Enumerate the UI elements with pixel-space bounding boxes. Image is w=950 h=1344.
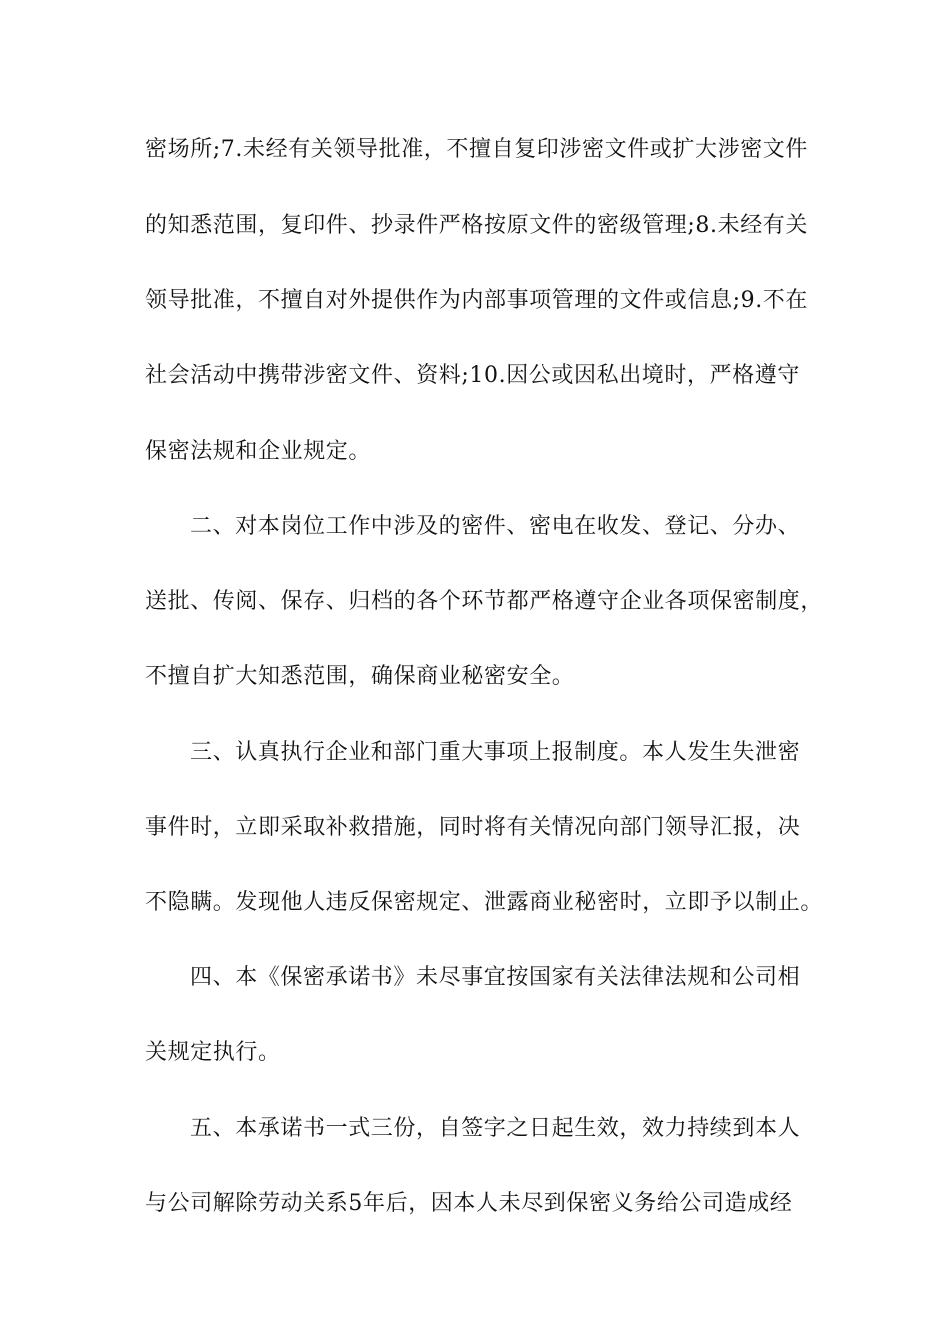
- paragraph-line: 社会活动中携带涉密文件、资料;10.因公或因私出境时，严格遵守: [145, 363, 801, 388]
- section-four-line: 四、本《保密承诺书》未尽事宜按国家有关法律法规和公司相: [190, 965, 801, 990]
- paragraph-line: 保密法规和企业规定。: [145, 439, 372, 464]
- paragraph-line: 不隐瞒。发现他人违反保密规定、泄露商业秘密时，立即予以制止。: [145, 890, 824, 915]
- paragraph-line: 密场所;7.未经有关领导批准，不擅自复印涉密文件或扩大涉密文件: [145, 137, 809, 162]
- paragraph-line: 领导批准，不擅自对外提供作为内部事项管理的文件或信息;9.不在: [145, 288, 809, 313]
- section-five-line: 五、本承诺书一式三份，自签字之日起生效，效力持续到本人: [190, 1116, 801, 1141]
- paragraph-line: 的知悉范围，复印件、抄录件严格按原文件的密级管理;8.未经有关: [145, 213, 809, 238]
- section-three-line: 三、认真执行企业和部门重大事项上报制度。本人发生失泄密: [190, 740, 801, 765]
- paragraph-line: 送批、传阅、保存、归档的各个环节都严格遵守企业各项保密制度，: [145, 589, 824, 614]
- paragraph-line: 关规定执行。: [145, 1040, 281, 1065]
- section-two-line: 二、对本岗位工作中涉及的密件、密电在收发、登记、分办、: [190, 514, 801, 539]
- paragraph-line: 事件时，立即采取补救措施，同时将有关情况向部门领导汇报，决: [145, 815, 801, 840]
- paragraph-line: 不擅自扩大知悉范围，确保商业秘密安全。: [145, 664, 575, 689]
- paragraph-line: 与公司解除劳动关系5年后，因本人未尽到保密义务给公司造成经: [145, 1191, 793, 1216]
